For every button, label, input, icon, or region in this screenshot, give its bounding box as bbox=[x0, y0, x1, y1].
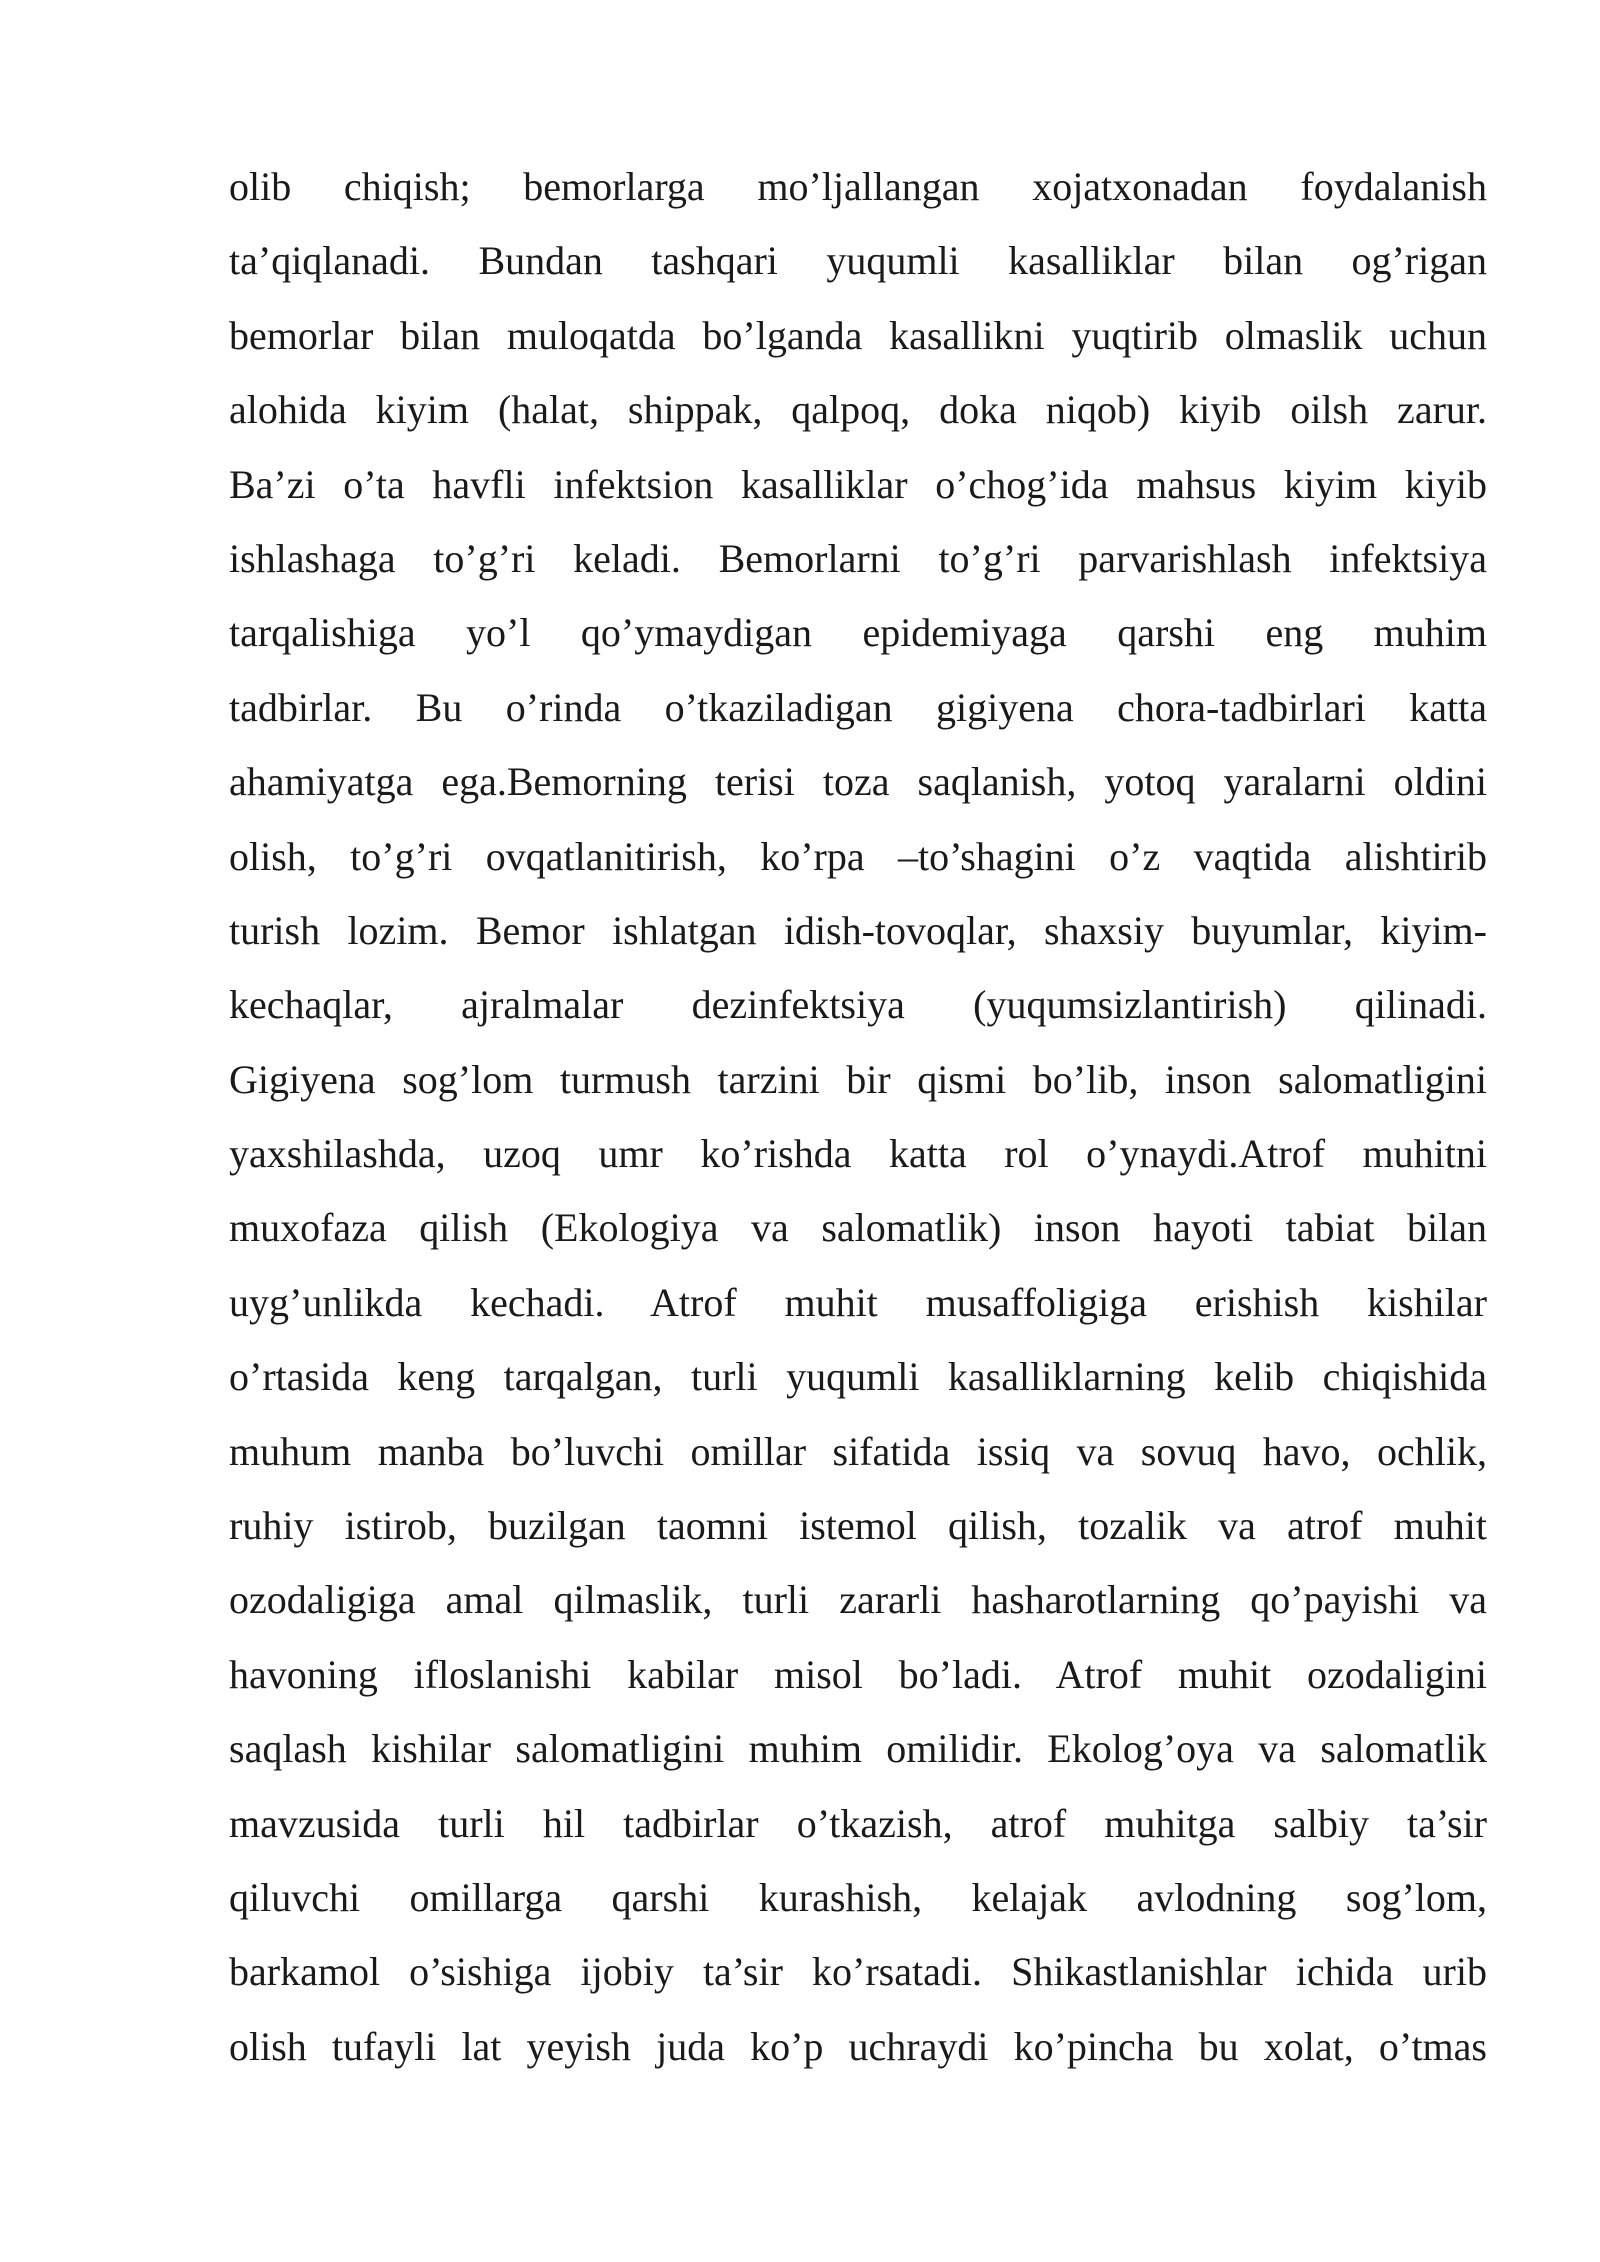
text-line: barkamol o’sishiga ijobiy ta’sir ko’rsatadi. Shikastlanishlar ichida urib bbox=[229, 1949, 1487, 1995]
text-line: alohida kiyim (halat, shippak, qalpoq, doka niqob) kiyib oilsh zarur. bbox=[229, 387, 1487, 433]
text-line: kechaqlar, ajralmalar dezinfektsiya (yuqumsizlantirish) qilinadi. bbox=[229, 982, 1487, 1028]
text-line: muhum manba bo’luvchi omillar sifatida issiq va sovuq havo, ochlik, bbox=[229, 1428, 1487, 1474]
text-line: Ba’zi o’ta havfli infektsion kasalliklar o’chog’ida mahsus kiyim kiyib bbox=[229, 461, 1487, 507]
text-line: tadbirlar. Bu o’rinda o’tkaziladigan gigiyena chora-tadbirlari katta bbox=[229, 684, 1487, 730]
text-line: ruhiy istirob, buzilgan taomni istemol qilish, tozalik va atrof muhit bbox=[229, 1503, 1487, 1549]
text-line: olish, to’g’ri ovqatlanitirish, ko’rpa –to’shagini o’z vaqtida alishtirib bbox=[229, 833, 1487, 879]
text-line: havoning ifloslanishi kabilar misol bo’ladi. Atrof muhit ozodaligini bbox=[229, 1651, 1487, 1697]
text-line: o’rtasida keng tarqalgan, turli yuqumli kasalliklarning kelib chiqishida bbox=[229, 1354, 1487, 1400]
text-line: ozodaligiga amal qilmaslik, turli zararli hasharotlarning qo’payishi va bbox=[229, 1577, 1487, 1623]
text-line: olish tufayli lat yeyish juda ko’p uchraydi ko’pincha bu xolat, o’tmas bbox=[229, 2023, 1487, 2069]
text-line: uyg’unlikda kechadi. Atrof muhit musaffoligiga erishish kishilar bbox=[229, 1279, 1487, 1325]
text-line: saqlash kishilar salomatligini muhim omilidir. Ekolog’oya va salomatlik bbox=[229, 1726, 1487, 1772]
text-line: olib chiqish; bemorlarga mo’ljallangan xojatxonadan foydalanish bbox=[229, 164, 1487, 209]
text-line: Gigiyena sog’lom turmush tarzini bir qismi bo’lib, inson salomatligini bbox=[229, 1056, 1487, 1102]
text-line: turish lozim. Bemor ishlatgan idish-tovoqlar, shaxsiy buyumlar, kiyim- bbox=[229, 907, 1487, 953]
text-line: ahamiyatga ega.Bemorning terisi toza saqlanish, yotoq yaralarni oldini bbox=[229, 759, 1487, 805]
text-line: bemorlar bilan muloqatda bo’lganda kasallikni yuqtirib olmaslik uchun bbox=[229, 312, 1487, 358]
text-line: ishlashaga to’g’ri keladi. Bemorlarni to’g’ri parvarishlash infektsiya bbox=[229, 535, 1487, 581]
text-line: tarqalishiga yo’l qo’ymaydigan epidemiyaga qarshi eng muhim bbox=[229, 610, 1487, 656]
body-text bbox=[229, 150, 1487, 2084]
text-line: muxofaza qilish (Ekologiya va salomatlik) inson hayoti tabiat bilan bbox=[229, 1205, 1487, 1251]
text-line: ta’qiqlanadi. Bundan tashqari yuqumli kasalliklar bilan og’rigan bbox=[229, 238, 1487, 284]
text-line: yaxshilashda, uzoq umr ko’rishda katta rol o’ynaydi.Atrof muhitni bbox=[229, 1131, 1487, 1177]
text-line: mavzusida turli hil tadbirlar o’tkazish, atrof muhitga salbiy ta’sir bbox=[229, 1800, 1487, 1846]
text-line: qiluvchi omillarga qarshi kurashish, kelajak avlodning sog’lom, bbox=[229, 1874, 1487, 1920]
